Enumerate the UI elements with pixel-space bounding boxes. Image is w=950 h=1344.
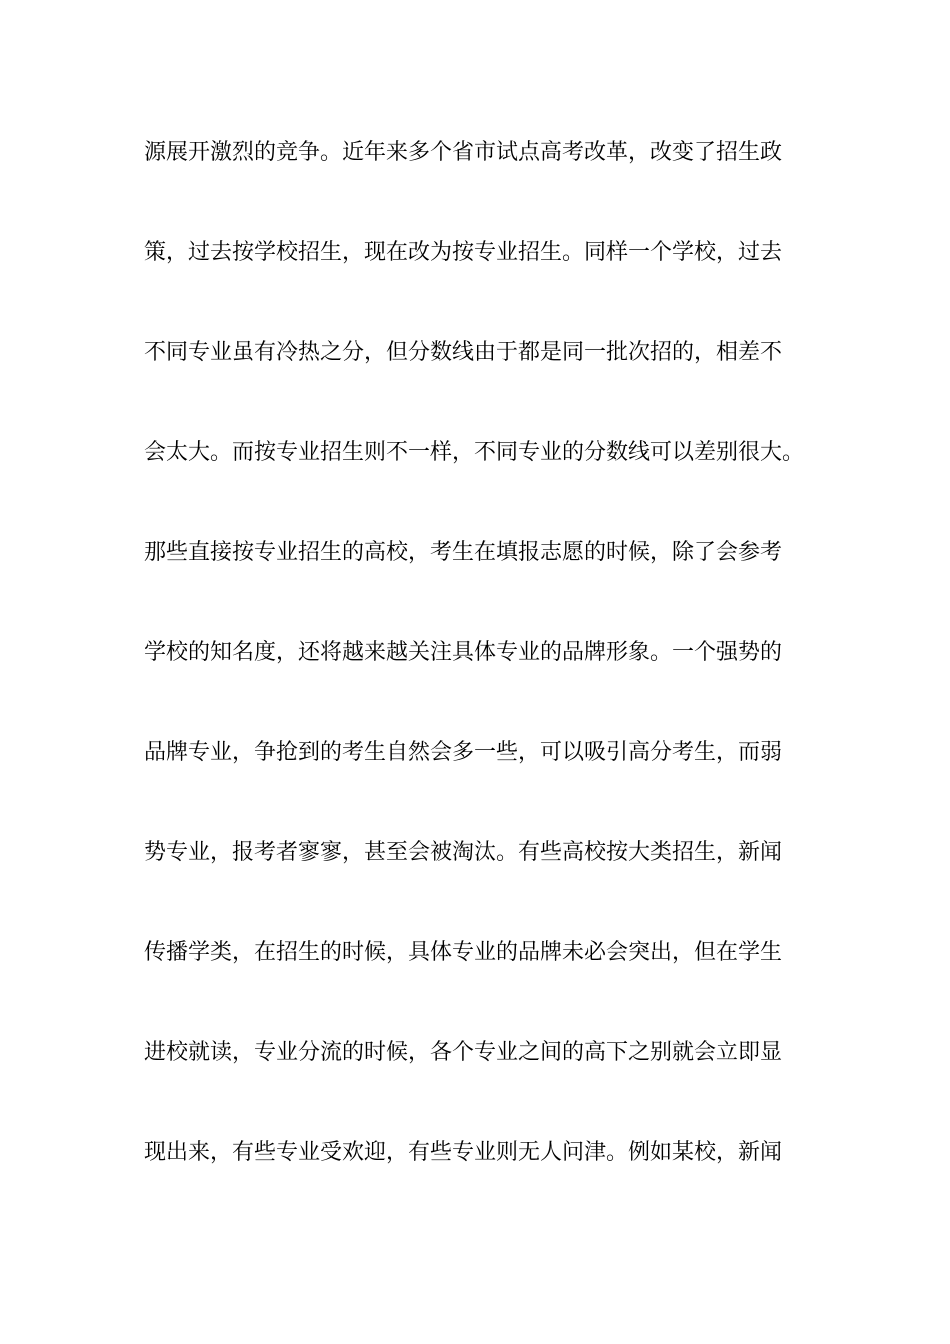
text-line-6: 学校的知名度，还将越来越关注具体专业的品牌形象。一个强势的 bbox=[144, 640, 783, 665]
text-line-11: 现出来，有些专业受欢迎，有些专业则无人问津。例如某校，新闻 bbox=[144, 1140, 783, 1165]
text-line-9: 传播学类，在招生的时候，具体专业的品牌未必会突出，但在学生 bbox=[144, 940, 783, 965]
text-line-1: 源展开激烈的竞争。近年来多个省市试点高考改革，改变了招生政 bbox=[144, 140, 783, 165]
text-line-8: 势专业，报考者寥寥，甚至会被淘汰。有些高校按大类招生，新闻 bbox=[144, 840, 783, 865]
text-line-3: 不同专业虽有冷热之分，但分数线由于都是同一批次招的，相差不 bbox=[144, 340, 783, 365]
text-line-5: 那些直接按专业招生的高校，考生在填报志愿的时候，除了会参考 bbox=[144, 540, 783, 565]
text-line-2: 策，过去按学校招生，现在改为按专业招生。同样一个学校，过去 bbox=[144, 240, 783, 265]
text-line-7: 品牌专业，争抢到的考生自然会多一些，可以吸引高分考生，而弱 bbox=[144, 740, 783, 765]
text-line-4: 会太大。而按专业招生则不一样，不同专业的分数线可以差别很大。 bbox=[144, 440, 805, 465]
text-line-10: 进校就读，专业分流的时候，各个专业之间的高下之别就会立即显 bbox=[144, 1040, 783, 1065]
body-text bbox=[144, 131, 824, 1231]
